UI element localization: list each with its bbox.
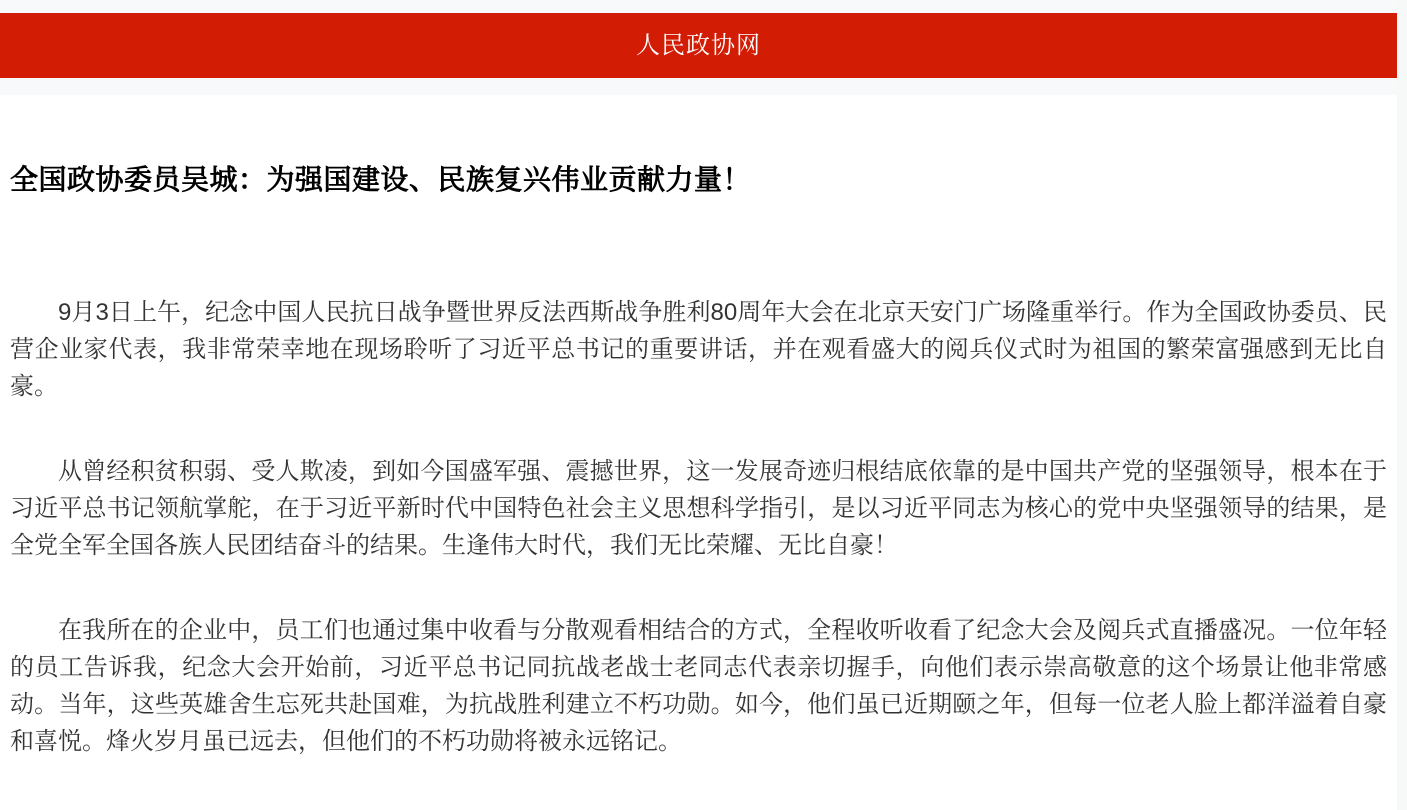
article-paragraph-1: 9月3日上午，纪念中国人民抗日战争暨世界反法西斯战争胜利80周年大会在北京天安门广场隆重举行。作为全国政协委员、民营企业家代表，我非常荣幸地在现场聆听了习近平总书记的重要讲话，并在观看盛大的阅兵仪式时为祖国的繁荣富强感到无比自豪。 <box>10 299 1387 400</box>
site-title-link[interactable]: 人民政协网 <box>636 32 761 59</box>
article-paragraph-3: 在我所在的企业中，员工们也通过集中收看与分散观看相结合的方式，全程收听收看了纪念大会及阅兵式直播盛况。一位年轻的员工告诉我，纪念大会开始前，习近平总书记同抗战老战士老同志代表亲切握手，向他们表示崇高敬意的这个场景让他非常感动。当年，这些英雄舍生忘死共赴国难，为抗战胜利建立不朽功勋。如今，他们虽已近期颐之年，但每一位老人脸上都洋溢着自豪和喜悦。烽火岁月虽已远去，但他们的不朽功勋将被永远铭记。 <box>10 617 1387 755</box>
site-nav-band <box>0 13 1397 78</box>
article-headline: 全国政协委员吴城：为强国建设、民族复兴伟业贡献力量！ <box>10 164 752 195</box>
scrollbar-track[interactable] <box>1397 0 1407 810</box>
article-body <box>10 294 1387 760</box>
article-paragraph-2: 从曾经积贫积弱、受人欺凌，到如今国盛军强、震撼世界，这一发展奇迹归根结底依靠的是中国共产党的坚强领导，根本在于习近平总书记领航掌舵，在于习近平新时代中国特色社会主义思想科学指引，是以习近平同志为核心的党中央坚强领导的结果，是全党全军全国各族人民团结奋斗的结果。生逢伟大时代，我们无比荣耀、无比自豪！ <box>10 458 1387 559</box>
site-header <box>0 0 1397 95</box>
article-content <box>0 163 1397 760</box>
